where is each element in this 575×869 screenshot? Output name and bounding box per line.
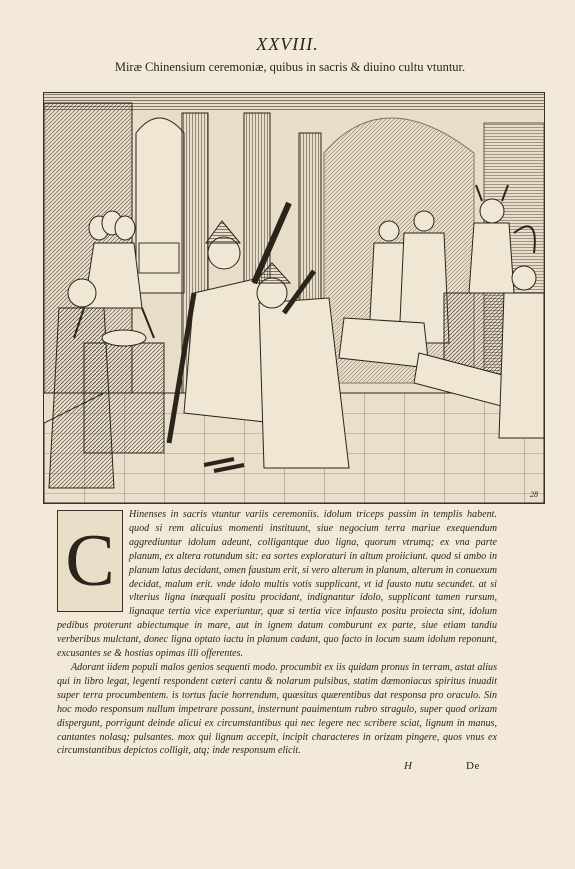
body-text: [57, 508, 497, 758]
decorated-initial: [57, 510, 123, 612]
plate-caption: Miræ Chinensium ceremoniæ, quibus in sacris & diuino cultu vtuntur.: [114, 60, 466, 74]
initial-letter: C: [65, 520, 115, 602]
signature-mark: H: [404, 760, 412, 772]
catchword: De: [466, 760, 480, 772]
plate-number: XXVIII.: [256, 34, 319, 54]
paragraph-1: Hinenses in sacris vtuntur variis ceremoniis. idolum triceps passim in templis habent. quod si rem alicuius momenti instituunt, siue negocium terra marìue exequendum aggrediuntur idolum adeunt, colligantque duo ligna, quorum vtrumq; ex vna parte planum, ex altera rotundum sit: ea sortes exploraturi in altum proiiciunt. quod si ambo in planum latus decidant, omen faustum erit, si vero alterum in planum, alterum in conuexum decidat, malum erit. vnde idolo multis votis supplicant, vt id fausto nutu secundet. at si vlterius ligna inæquali positu procidant, indignantur idolo, supplicant tamen rursum, lignaque tertia vice experiuntur, quæ si tertia vice infausto positu proiecta sint, idolum pedibus proterunt abiectumque in mare, aut in ignem datum comburunt ex parte, siue etiam tandiu verberibus mulctant, donec ligna optato iactu in planum cadant, quo facto in locum suum idolum reponunt, excusantes se & hostias opimas illi offerentes.: [57, 509, 497, 660]
paragraph-2: Adorant iidem populi malos genios sequenti modo. procumbit ex iis quidam pronus in terram, astat alius qui in libro legat, legenti respondent cæteri cantu & nolarum pulsibus, statim dæmoniacus spiritus inuadit super terra procumbentem. is tortus facie horrendum, quæsitus quærentibus dat responsa pro oraculo. Sin hoc modo responsum nullum impetrare possunt, insternunt pauimentum rubro stragulo, super quod orizam dispergunt, porrigunt deinde alicui ex circumstantibus qui nec legere nec scribere sciat, lignum in manus, cantantes nolasq; pulsantes. mox qui lignum accepit, incipit characteres in orizam pingere, quos vnus ex circumstantibus depictos colligit, atq; inde responsum elicit.: [57, 661, 497, 757]
engraving-artwork: [44, 93, 544, 503]
engraving-illustration: [43, 92, 545, 504]
figure-number: 28: [530, 490, 538, 499]
